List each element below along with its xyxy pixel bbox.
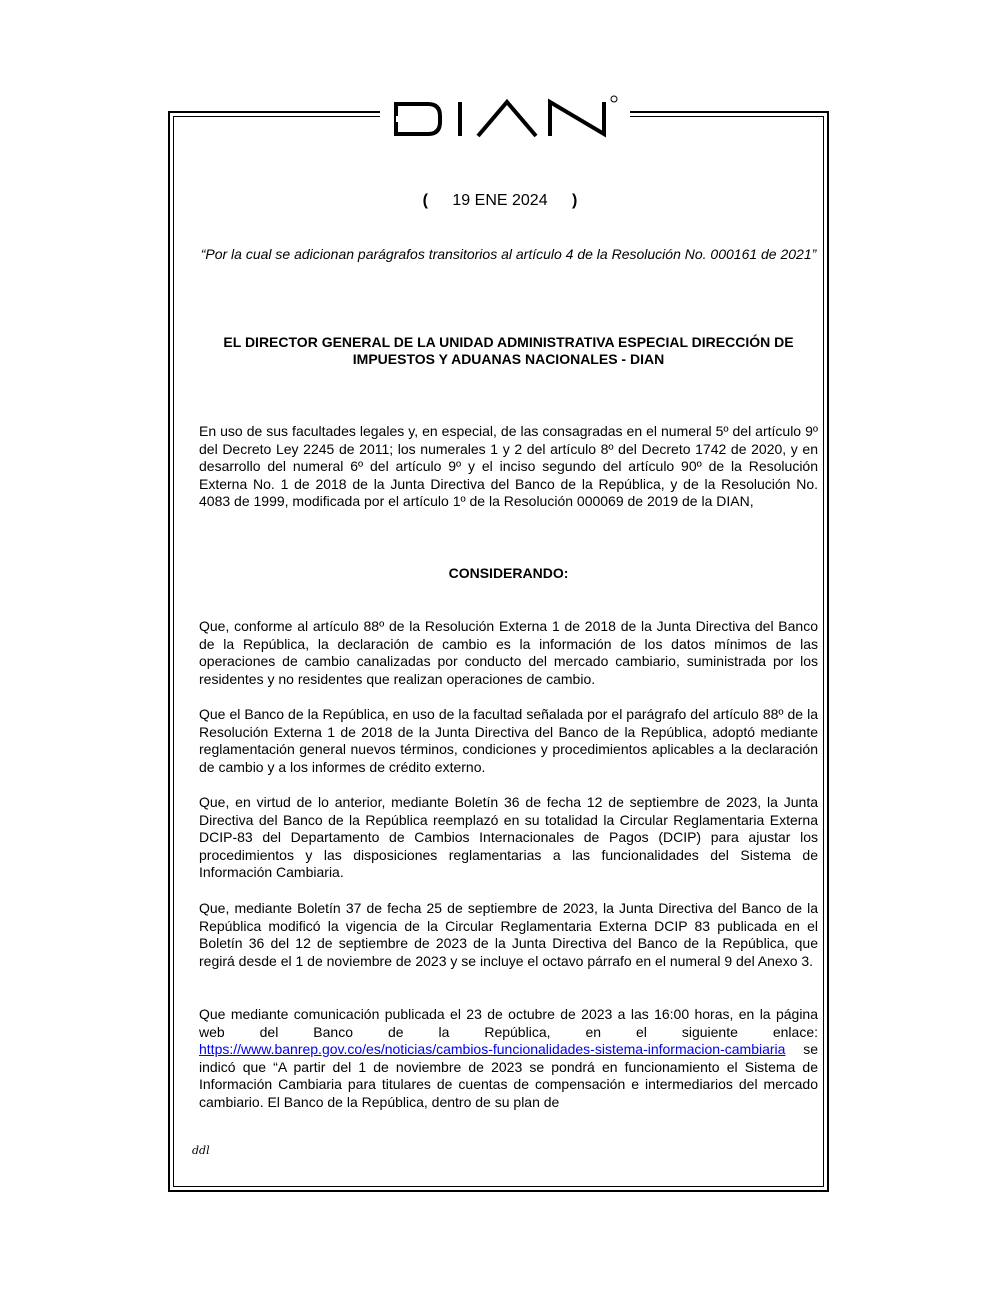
- considerando-paragraph-4: Que, mediante Boletín 37 de fecha 25 de septiembre de 2023, la Junta Directiva del Banco de la República modificó la vigencia de la Circular Reglamentaria Externa DCIP 83 publicada en el Boletín 36 del 12 de septiembre de 2023 de la Junta Directiva del Banco de la República, que regirá desde el 1 de noviembre de 2023 y se incluye el octavo párrafo en el numeral 9 del Anexo 3.: [199, 900, 818, 969]
- paragraph-text-after-link: se indicó que “A partir del 1 de noviembre de 2023 se pondrá en funcionamiento el Sistema de Información Cambiaria para titulares de cuentas de compensación e intermediarios del mercado cambiario. El Banco de la República, dentro de su plan de: [199, 1041, 818, 1110]
- paragraph-text-before-link: Que mediante comunicación publicada el 23 de octubre de 2023 a las 16:00 horas, en la página web del Banco de la República, en el siguiente enlace:: [199, 1006, 818, 1040]
- considerando-paragraph-2: Que el Banco de la República, en uso de la facultad señalada por el parágrafo del artículo 88º de la Resolución Externa 1 de 2018 de la Junta Directiva del Banco de la República, adoptó mediante reglamentación general nuevos términos, condiciones y procedimientos aplicables a la declaración de cambio y a los informes de crédito externo.: [199, 706, 818, 775]
- open-paren: (: [422, 192, 428, 209]
- considerando-paragraph-5: [199, 1006, 818, 1112]
- resolution-subtitle: “Por la cual se adicionan parágrafos transitorios al artículo 4 de la Resolución No. 000161 de 2021”: [200, 246, 817, 262]
- preamble-paragraph: En uso de sus facultades legales y, en especial, de las consagradas en el numeral 5º del artículo 9º del Decreto Ley 2245 de 2011; los numerales 1 y 2 del artículo 8º del Decreto 1742 de 2020, y en desarrollo del numeral 6º del artículo 9º y el inciso segundo del artículo 90º de la Resolución Externa No. 1 de 2018 de la Junta Directiva del Banco de la República, y de la Resolución No. 4083 de 1999, modificada por el artículo 1º de la Resolución 000069 de 2019 de la DIAN,: [199, 423, 818, 510]
- considerando-paragraph-1: Que, conforme al artículo 88º de la Resolución Externa 1 de 2018 de la Junta Directiva del Banco de la República, la declaración de cambio es la información de los datos mínimos de las operaciones de cambio canalizadas por conducto del mercado cambiario, suministrada por los residentes y no residentes que realizan operaciones de cambio.: [199, 618, 818, 687]
- dian-logo: [380, 90, 630, 140]
- date-text: 19 ENE 2024: [452, 192, 548, 209]
- close-paren: ): [572, 192, 578, 209]
- resolution-date: [0, 192, 1000, 210]
- considerando-heading: CONSIDERANDO:: [448, 565, 569, 581]
- initials-mark: ddl: [192, 1144, 210, 1157]
- considerando-paragraph-3: Que, en virtud de lo anterior, mediante Boletín 36 de fecha 12 de septiembre de 2023, la Junta Directiva del Banco de la República reemplazó en su totalidad la Circular Reglamentaria Externa DCIP-83 del Departamento de Cambios Internacionales de Pagos (DCIP) para ajustar los procedimientos y las disposiciones reglamentarias a las funcionalidades del Sistema de Información Cambiaria.: [199, 794, 818, 881]
- banrep-news-link[interactable]: https://www.banrep.gov.co/es/noticias/cambios-funcionalidades-sistema-informacion-cambiaria: [199, 1041, 786, 1058]
- issuing-authority: EL DIRECTOR GENERAL DE LA UNIDAD ADMINISTRATIVA ESPECIAL DIRECCIÓN DE IMPUESTOS Y ADUANAS NACIONALES - DIAN: [223, 334, 794, 367]
